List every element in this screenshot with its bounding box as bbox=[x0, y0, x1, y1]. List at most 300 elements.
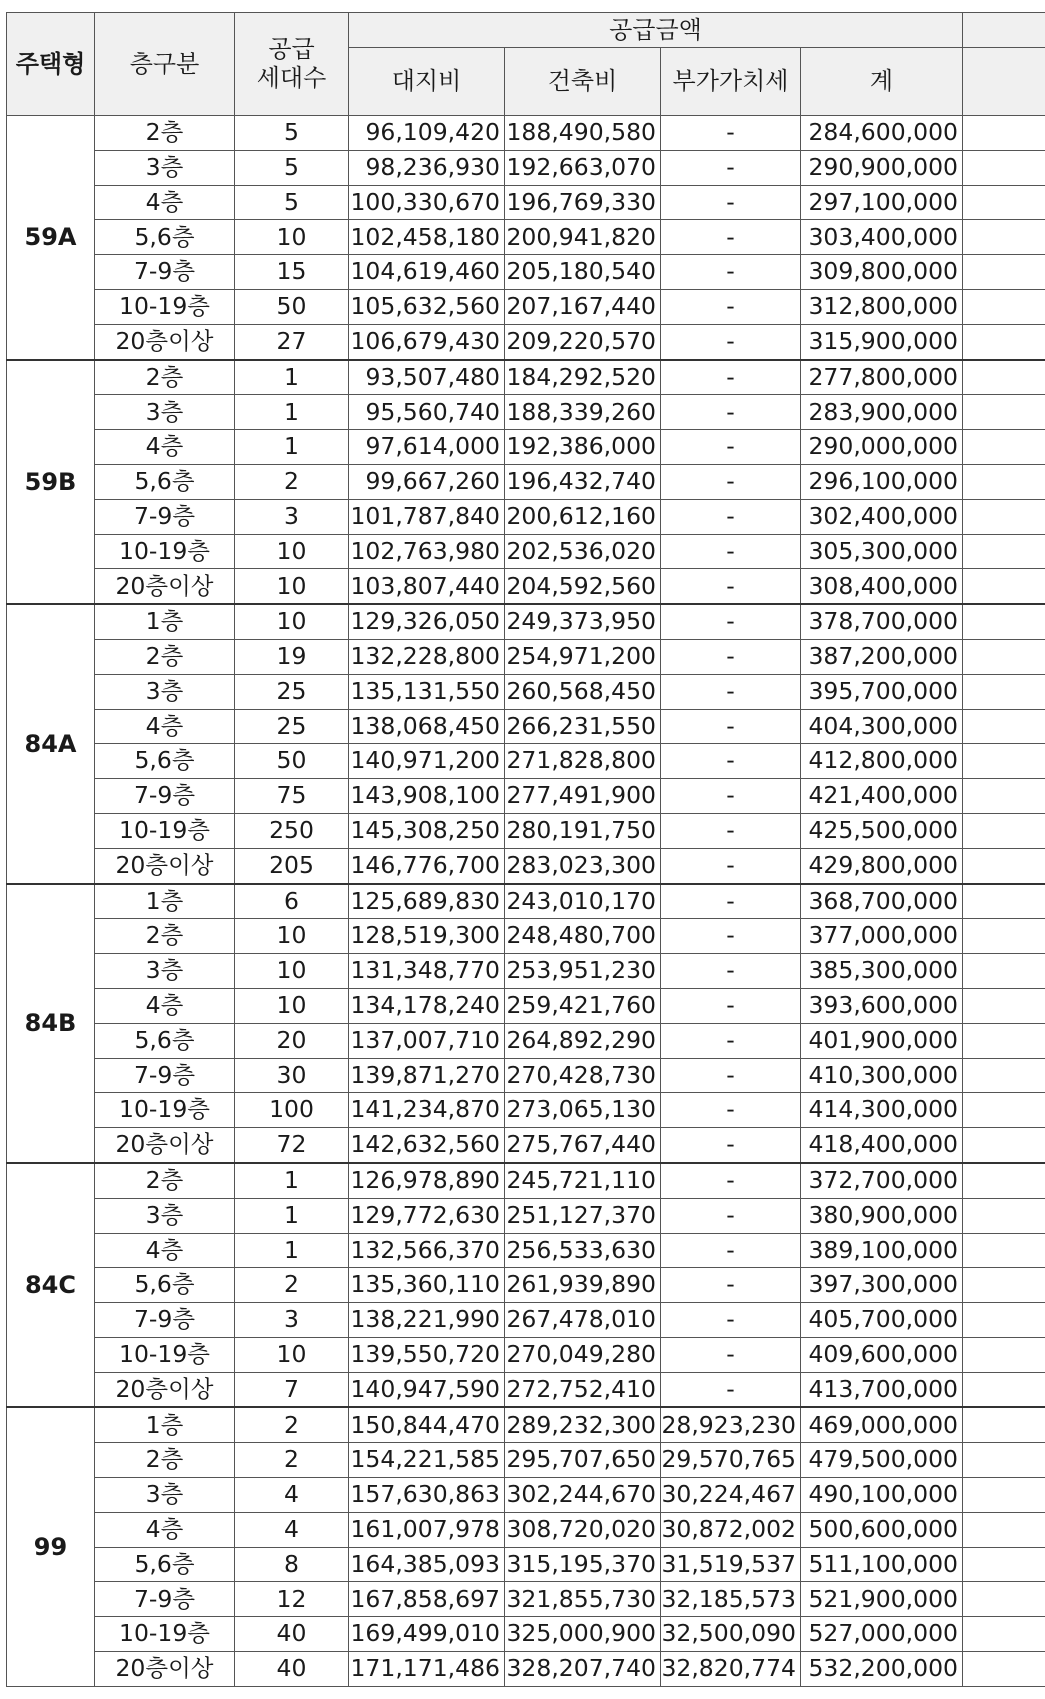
land-cost-cell: 125,689,830 bbox=[349, 884, 505, 919]
land-cost-cell: 105,632,560 bbox=[349, 289, 505, 324]
stub-cell bbox=[963, 744, 1045, 779]
units-cell: 10 bbox=[235, 954, 349, 989]
land-cost-cell: 103,807,440 bbox=[349, 569, 505, 604]
units-cell: 7 bbox=[235, 1372, 349, 1407]
total-cell: 277,800,000 bbox=[801, 360, 963, 395]
land-cost-cell: 143,908,100 bbox=[349, 779, 505, 814]
land-cost-cell: 164,385,093 bbox=[349, 1547, 505, 1582]
land-cost-cell: 98,236,930 bbox=[349, 150, 505, 185]
units-cell: 1 bbox=[235, 360, 349, 395]
total-cell: 418,400,000 bbox=[801, 1128, 963, 1163]
floor-cell: 10-19층 bbox=[95, 1617, 235, 1652]
table-row bbox=[7, 1268, 1045, 1303]
total-cell: 378,700,000 bbox=[801, 604, 963, 639]
table-row bbox=[7, 185, 1045, 220]
units-cell: 25 bbox=[235, 674, 349, 709]
total-cell: 309,800,000 bbox=[801, 255, 963, 290]
vat-cell: - bbox=[661, 744, 801, 779]
building-cost-cell: 245,721,110 bbox=[505, 1163, 661, 1198]
vat-cell: - bbox=[661, 674, 801, 709]
stub-cell bbox=[963, 1372, 1045, 1407]
stub-cell bbox=[963, 709, 1045, 744]
units-cell: 12 bbox=[235, 1582, 349, 1617]
floor-cell: 4층 bbox=[95, 988, 235, 1023]
housing-type-cell: 59A bbox=[7, 116, 95, 360]
building-cost-cell: 270,049,280 bbox=[505, 1337, 661, 1372]
floor-cell: 1층 bbox=[95, 604, 235, 639]
land-cost-cell: 132,228,800 bbox=[349, 639, 505, 674]
floor-cell: 5,6층 bbox=[95, 1547, 235, 1582]
floor-cell: 2층 bbox=[95, 639, 235, 674]
vat-cell: 32,820,774 bbox=[661, 1652, 801, 1687]
table-row bbox=[7, 813, 1045, 848]
table-header bbox=[7, 13, 1045, 116]
vat-cell: - bbox=[661, 919, 801, 954]
total-cell: 380,900,000 bbox=[801, 1198, 963, 1233]
total-cell: 521,900,000 bbox=[801, 1582, 963, 1617]
stub-cell bbox=[963, 884, 1045, 919]
stub-cell bbox=[963, 534, 1045, 569]
building-cost-cell: 254,971,200 bbox=[505, 639, 661, 674]
units-cell: 1 bbox=[235, 395, 349, 430]
building-cost-cell: 202,536,020 bbox=[505, 534, 661, 569]
building-cost-cell: 321,855,730 bbox=[505, 1582, 661, 1617]
table-row bbox=[7, 779, 1045, 814]
units-cell: 50 bbox=[235, 289, 349, 324]
vat-cell: - bbox=[661, 255, 801, 290]
building-cost-cell: 249,373,950 bbox=[505, 604, 661, 639]
header-type: 주택형 bbox=[7, 13, 95, 116]
header-vat: 부가가치세 bbox=[661, 48, 801, 116]
stub-cell bbox=[963, 1582, 1045, 1617]
vat-cell: - bbox=[661, 1163, 801, 1198]
floor-cell: 2층 bbox=[95, 360, 235, 395]
housing-type-cell: 99 bbox=[7, 1407, 95, 1686]
land-cost-cell: 139,871,270 bbox=[349, 1058, 505, 1093]
total-cell: 500,600,000 bbox=[801, 1512, 963, 1547]
table-row bbox=[7, 639, 1045, 674]
land-cost-cell: 106,679,430 bbox=[349, 324, 505, 359]
total-cell: 527,000,000 bbox=[801, 1617, 963, 1652]
floor-cell: 20층이상 bbox=[95, 848, 235, 883]
land-cost-cell: 145,308,250 bbox=[349, 813, 505, 848]
stub-cell bbox=[963, 464, 1045, 499]
vat-cell: - bbox=[661, 848, 801, 883]
vat-cell: - bbox=[661, 1303, 801, 1338]
floor-cell: 7-9층 bbox=[95, 1303, 235, 1338]
building-cost-cell: 188,490,580 bbox=[505, 116, 661, 151]
units-cell: 40 bbox=[235, 1652, 349, 1687]
floor-cell: 7-9층 bbox=[95, 499, 235, 534]
units-cell: 2 bbox=[235, 1268, 349, 1303]
total-cell: 393,600,000 bbox=[801, 988, 963, 1023]
vat-cell: - bbox=[661, 954, 801, 989]
building-cost-cell: 267,478,010 bbox=[505, 1303, 661, 1338]
vat-cell: 30,872,002 bbox=[661, 1512, 801, 1547]
units-cell: 10 bbox=[235, 919, 349, 954]
building-cost-cell: 264,892,290 bbox=[505, 1023, 661, 1058]
land-cost-cell: 132,566,370 bbox=[349, 1233, 505, 1268]
vat-cell: 32,500,090 bbox=[661, 1617, 801, 1652]
stub-cell bbox=[963, 779, 1045, 814]
stub-cell bbox=[963, 1163, 1045, 1198]
units-cell: 250 bbox=[235, 813, 349, 848]
building-cost-cell: 184,292,520 bbox=[505, 360, 661, 395]
stub-cell bbox=[963, 1337, 1045, 1372]
building-cost-cell: 261,939,890 bbox=[505, 1268, 661, 1303]
floor-cell: 20층이상 bbox=[95, 1372, 235, 1407]
building-cost-cell: 325,000,900 bbox=[505, 1617, 661, 1652]
stub-cell bbox=[963, 150, 1045, 185]
floor-cell: 20층이상 bbox=[95, 324, 235, 359]
table-row bbox=[7, 1058, 1045, 1093]
table-row bbox=[7, 324, 1045, 359]
total-cell: 404,300,000 bbox=[801, 709, 963, 744]
table-row bbox=[7, 709, 1045, 744]
building-cost-cell: 196,769,330 bbox=[505, 185, 661, 220]
table-row bbox=[7, 1198, 1045, 1233]
floor-cell: 20층이상 bbox=[95, 569, 235, 604]
stub-cell bbox=[963, 1547, 1045, 1582]
building-cost-cell: 260,568,450 bbox=[505, 674, 661, 709]
units-cell: 3 bbox=[235, 1303, 349, 1338]
floor-cell: 3층 bbox=[95, 954, 235, 989]
floor-cell: 4층 bbox=[95, 185, 235, 220]
units-cell: 25 bbox=[235, 709, 349, 744]
total-cell: 469,000,000 bbox=[801, 1407, 963, 1442]
units-cell: 4 bbox=[235, 1478, 349, 1513]
total-cell: 296,100,000 bbox=[801, 464, 963, 499]
table-row bbox=[7, 919, 1045, 954]
floor-cell: 4층 bbox=[95, 430, 235, 465]
floor-cell: 20층이상 bbox=[95, 1652, 235, 1687]
floor-cell: 3층 bbox=[95, 1198, 235, 1233]
table-row bbox=[7, 604, 1045, 639]
vat-cell: - bbox=[661, 150, 801, 185]
land-cost-cell: 146,776,700 bbox=[349, 848, 505, 883]
land-cost-cell: 129,772,630 bbox=[349, 1198, 505, 1233]
total-cell: 283,900,000 bbox=[801, 395, 963, 430]
stub-cell bbox=[963, 360, 1045, 395]
land-cost-cell: 157,630,863 bbox=[349, 1478, 505, 1513]
vat-cell: 28,923,230 bbox=[661, 1407, 801, 1442]
stub-cell bbox=[963, 1303, 1045, 1338]
building-cost-cell: 200,612,160 bbox=[505, 499, 661, 534]
floor-cell: 4층 bbox=[95, 709, 235, 744]
units-cell: 2 bbox=[235, 1407, 349, 1442]
vat-cell: - bbox=[661, 709, 801, 744]
building-cost-cell: 196,432,740 bbox=[505, 464, 661, 499]
stub-cell bbox=[963, 1478, 1045, 1513]
floor-cell: 3층 bbox=[95, 674, 235, 709]
units-cell: 10 bbox=[235, 534, 349, 569]
floor-cell: 2층 bbox=[95, 116, 235, 151]
table-row bbox=[7, 1582, 1045, 1617]
building-cost-cell: 283,023,300 bbox=[505, 848, 661, 883]
building-cost-cell: 280,191,750 bbox=[505, 813, 661, 848]
stub-cell bbox=[963, 813, 1045, 848]
supply-price-table bbox=[6, 12, 1045, 1687]
vat-cell: 29,570,765 bbox=[661, 1443, 801, 1478]
header-supply-amount: 공급금액 bbox=[349, 13, 963, 48]
stub-cell bbox=[963, 289, 1045, 324]
total-cell: 284,600,000 bbox=[801, 116, 963, 151]
units-cell: 20 bbox=[235, 1023, 349, 1058]
total-cell: 308,400,000 bbox=[801, 569, 963, 604]
table-row bbox=[7, 674, 1045, 709]
header-stub bbox=[963, 13, 1045, 48]
total-cell: 421,400,000 bbox=[801, 779, 963, 814]
table-row bbox=[7, 1023, 1045, 1058]
land-cost-cell: 102,763,980 bbox=[349, 534, 505, 569]
table-row bbox=[7, 360, 1045, 395]
floor-cell: 5,6층 bbox=[95, 1268, 235, 1303]
vat-cell: 30,224,467 bbox=[661, 1478, 801, 1513]
stub-cell bbox=[963, 1268, 1045, 1303]
units-cell: 6 bbox=[235, 884, 349, 919]
units-cell: 10 bbox=[235, 220, 349, 255]
land-cost-cell: 140,947,590 bbox=[349, 1372, 505, 1407]
table-row bbox=[7, 1547, 1045, 1582]
land-cost-cell: 126,978,890 bbox=[349, 1163, 505, 1198]
units-cell: 1 bbox=[235, 1163, 349, 1198]
land-cost-cell: 96,109,420 bbox=[349, 116, 505, 151]
building-cost-cell: 192,663,070 bbox=[505, 150, 661, 185]
table-row bbox=[7, 848, 1045, 883]
vat-cell: - bbox=[661, 430, 801, 465]
stub-cell bbox=[963, 1233, 1045, 1268]
units-cell: 2 bbox=[235, 1443, 349, 1478]
land-cost-cell: 93,507,480 bbox=[349, 360, 505, 395]
floor-cell: 2층 bbox=[95, 1163, 235, 1198]
table-row bbox=[7, 150, 1045, 185]
housing-type-cell: 84B bbox=[7, 884, 95, 1163]
stub-cell bbox=[963, 116, 1045, 151]
total-cell: 385,300,000 bbox=[801, 954, 963, 989]
table-row bbox=[7, 1512, 1045, 1547]
total-cell: 429,800,000 bbox=[801, 848, 963, 883]
total-cell: 511,100,000 bbox=[801, 1547, 963, 1582]
building-cost-cell: 251,127,370 bbox=[505, 1198, 661, 1233]
floor-cell: 7-9층 bbox=[95, 779, 235, 814]
units-cell: 5 bbox=[235, 116, 349, 151]
vat-cell: - bbox=[661, 360, 801, 395]
floor-cell: 10-19층 bbox=[95, 1093, 235, 1128]
total-cell: 409,600,000 bbox=[801, 1337, 963, 1372]
building-cost-cell: 192,386,000 bbox=[505, 430, 661, 465]
land-cost-cell: 142,632,560 bbox=[349, 1128, 505, 1163]
units-cell: 10 bbox=[235, 569, 349, 604]
units-cell: 1 bbox=[235, 430, 349, 465]
stub-cell bbox=[963, 1512, 1045, 1547]
stub-cell bbox=[963, 220, 1045, 255]
header-building: 건축비 bbox=[505, 48, 661, 116]
units-cell: 5 bbox=[235, 185, 349, 220]
units-cell: 100 bbox=[235, 1093, 349, 1128]
floor-cell: 10-19층 bbox=[95, 289, 235, 324]
table-row bbox=[7, 988, 1045, 1023]
land-cost-cell: 128,519,300 bbox=[349, 919, 505, 954]
total-cell: 315,900,000 bbox=[801, 324, 963, 359]
land-cost-cell: 102,458,180 bbox=[349, 220, 505, 255]
units-cell: 4 bbox=[235, 1512, 349, 1547]
stub-cell bbox=[963, 1023, 1045, 1058]
building-cost-cell: 315,195,370 bbox=[505, 1547, 661, 1582]
table-row bbox=[7, 1163, 1045, 1198]
building-cost-cell: 273,065,130 bbox=[505, 1093, 661, 1128]
table-row bbox=[7, 430, 1045, 465]
stub-cell bbox=[963, 1652, 1045, 1687]
stub-cell bbox=[963, 499, 1045, 534]
land-cost-cell: 95,560,740 bbox=[349, 395, 505, 430]
total-cell: 312,800,000 bbox=[801, 289, 963, 324]
units-cell: 2 bbox=[235, 464, 349, 499]
land-cost-cell: 137,007,710 bbox=[349, 1023, 505, 1058]
stub-cell bbox=[963, 604, 1045, 639]
land-cost-cell: 150,844,470 bbox=[349, 1407, 505, 1442]
units-cell: 72 bbox=[235, 1128, 349, 1163]
land-cost-cell: 154,221,585 bbox=[349, 1443, 505, 1478]
table-row bbox=[7, 289, 1045, 324]
total-cell: 397,300,000 bbox=[801, 1268, 963, 1303]
units-cell: 8 bbox=[235, 1547, 349, 1582]
building-cost-cell: 328,207,740 bbox=[505, 1652, 661, 1687]
units-cell: 10 bbox=[235, 604, 349, 639]
housing-type-cell: 84A bbox=[7, 604, 95, 883]
table-row bbox=[7, 255, 1045, 290]
building-cost-cell: 289,232,300 bbox=[505, 1407, 661, 1442]
vat-cell: - bbox=[661, 534, 801, 569]
units-cell: 1 bbox=[235, 1233, 349, 1268]
land-cost-cell: 171,171,486 bbox=[349, 1652, 505, 1687]
vat-cell: 31,519,537 bbox=[661, 1547, 801, 1582]
table-row bbox=[7, 116, 1045, 151]
floor-cell: 10-19층 bbox=[95, 813, 235, 848]
vat-cell: - bbox=[661, 220, 801, 255]
floor-cell: 1층 bbox=[95, 884, 235, 919]
table-row bbox=[7, 1093, 1045, 1128]
header-stub bbox=[963, 48, 1045, 116]
floor-cell: 5,6층 bbox=[95, 464, 235, 499]
floor-cell: 3층 bbox=[95, 1478, 235, 1513]
total-cell: 290,900,000 bbox=[801, 150, 963, 185]
floor-cell: 1층 bbox=[95, 1407, 235, 1442]
vat-cell: - bbox=[661, 464, 801, 499]
stub-cell bbox=[963, 255, 1045, 290]
building-cost-cell: 188,339,260 bbox=[505, 395, 661, 430]
vat-cell: - bbox=[661, 569, 801, 604]
table-row bbox=[7, 220, 1045, 255]
vat-cell: - bbox=[661, 1058, 801, 1093]
table-row bbox=[7, 884, 1045, 919]
vat-cell: - bbox=[661, 289, 801, 324]
units-cell: 50 bbox=[235, 744, 349, 779]
building-cost-cell: 259,421,760 bbox=[505, 988, 661, 1023]
floor-cell: 3층 bbox=[95, 395, 235, 430]
vat-cell: - bbox=[661, 1337, 801, 1372]
stub-cell bbox=[963, 1198, 1045, 1233]
total-cell: 290,000,000 bbox=[801, 430, 963, 465]
units-cell: 3 bbox=[235, 499, 349, 534]
vat-cell: - bbox=[661, 884, 801, 919]
land-cost-cell: 131,348,770 bbox=[349, 954, 505, 989]
price-table-container bbox=[6, 12, 1045, 1687]
stub-cell bbox=[963, 1093, 1045, 1128]
stub-cell bbox=[963, 988, 1045, 1023]
total-cell: 387,200,000 bbox=[801, 639, 963, 674]
land-cost-cell: 135,360,110 bbox=[349, 1268, 505, 1303]
building-cost-cell: 204,592,560 bbox=[505, 569, 661, 604]
total-cell: 372,700,000 bbox=[801, 1163, 963, 1198]
table-body bbox=[7, 116, 1045, 1687]
vat-cell: - bbox=[661, 639, 801, 674]
total-cell: 532,200,000 bbox=[801, 1652, 963, 1687]
stub-cell bbox=[963, 1128, 1045, 1163]
floor-cell: 7-9층 bbox=[95, 255, 235, 290]
building-cost-cell: 272,752,410 bbox=[505, 1372, 661, 1407]
floor-cell: 10-19층 bbox=[95, 1337, 235, 1372]
floor-cell: 20층이상 bbox=[95, 1128, 235, 1163]
stub-cell bbox=[963, 430, 1045, 465]
vat-cell: - bbox=[661, 499, 801, 534]
total-cell: 377,000,000 bbox=[801, 919, 963, 954]
land-cost-cell: 161,007,978 bbox=[349, 1512, 505, 1547]
total-cell: 303,400,000 bbox=[801, 220, 963, 255]
vat-cell: - bbox=[661, 185, 801, 220]
vat-cell: - bbox=[661, 1023, 801, 1058]
units-cell: 1 bbox=[235, 1198, 349, 1233]
units-cell: 30 bbox=[235, 1058, 349, 1093]
table-row bbox=[7, 1233, 1045, 1268]
vat-cell: - bbox=[661, 1372, 801, 1407]
table-row bbox=[7, 395, 1045, 430]
total-cell: 425,500,000 bbox=[801, 813, 963, 848]
table-row bbox=[7, 464, 1045, 499]
table-row bbox=[7, 1128, 1045, 1163]
land-cost-cell: 139,550,720 bbox=[349, 1337, 505, 1372]
units-cell: 75 bbox=[235, 779, 349, 814]
stub-cell bbox=[963, 1443, 1045, 1478]
table-row bbox=[7, 954, 1045, 989]
land-cost-cell: 101,787,840 bbox=[349, 499, 505, 534]
land-cost-cell: 99,667,260 bbox=[349, 464, 505, 499]
vat-cell: - bbox=[661, 395, 801, 430]
units-cell: 19 bbox=[235, 639, 349, 674]
stub-cell bbox=[963, 569, 1045, 604]
building-cost-cell: 271,828,800 bbox=[505, 744, 661, 779]
building-cost-cell: 270,428,730 bbox=[505, 1058, 661, 1093]
stub-cell bbox=[963, 1058, 1045, 1093]
vat-cell: 32,185,573 bbox=[661, 1582, 801, 1617]
units-cell: 15 bbox=[235, 255, 349, 290]
table-row bbox=[7, 1372, 1045, 1407]
table-row bbox=[7, 569, 1045, 604]
table-row bbox=[7, 744, 1045, 779]
building-cost-cell: 207,167,440 bbox=[505, 289, 661, 324]
total-cell: 389,100,000 bbox=[801, 1233, 963, 1268]
building-cost-cell: 200,941,820 bbox=[505, 220, 661, 255]
table-row bbox=[7, 1617, 1045, 1652]
building-cost-cell: 277,491,900 bbox=[505, 779, 661, 814]
total-cell: 405,700,000 bbox=[801, 1303, 963, 1338]
units-cell: 27 bbox=[235, 324, 349, 359]
vat-cell: - bbox=[661, 779, 801, 814]
total-cell: 412,800,000 bbox=[801, 744, 963, 779]
stub-cell bbox=[963, 1617, 1045, 1652]
floor-cell: 2층 bbox=[95, 1443, 235, 1478]
stub-cell bbox=[963, 324, 1045, 359]
building-cost-cell: 266,231,550 bbox=[505, 709, 661, 744]
